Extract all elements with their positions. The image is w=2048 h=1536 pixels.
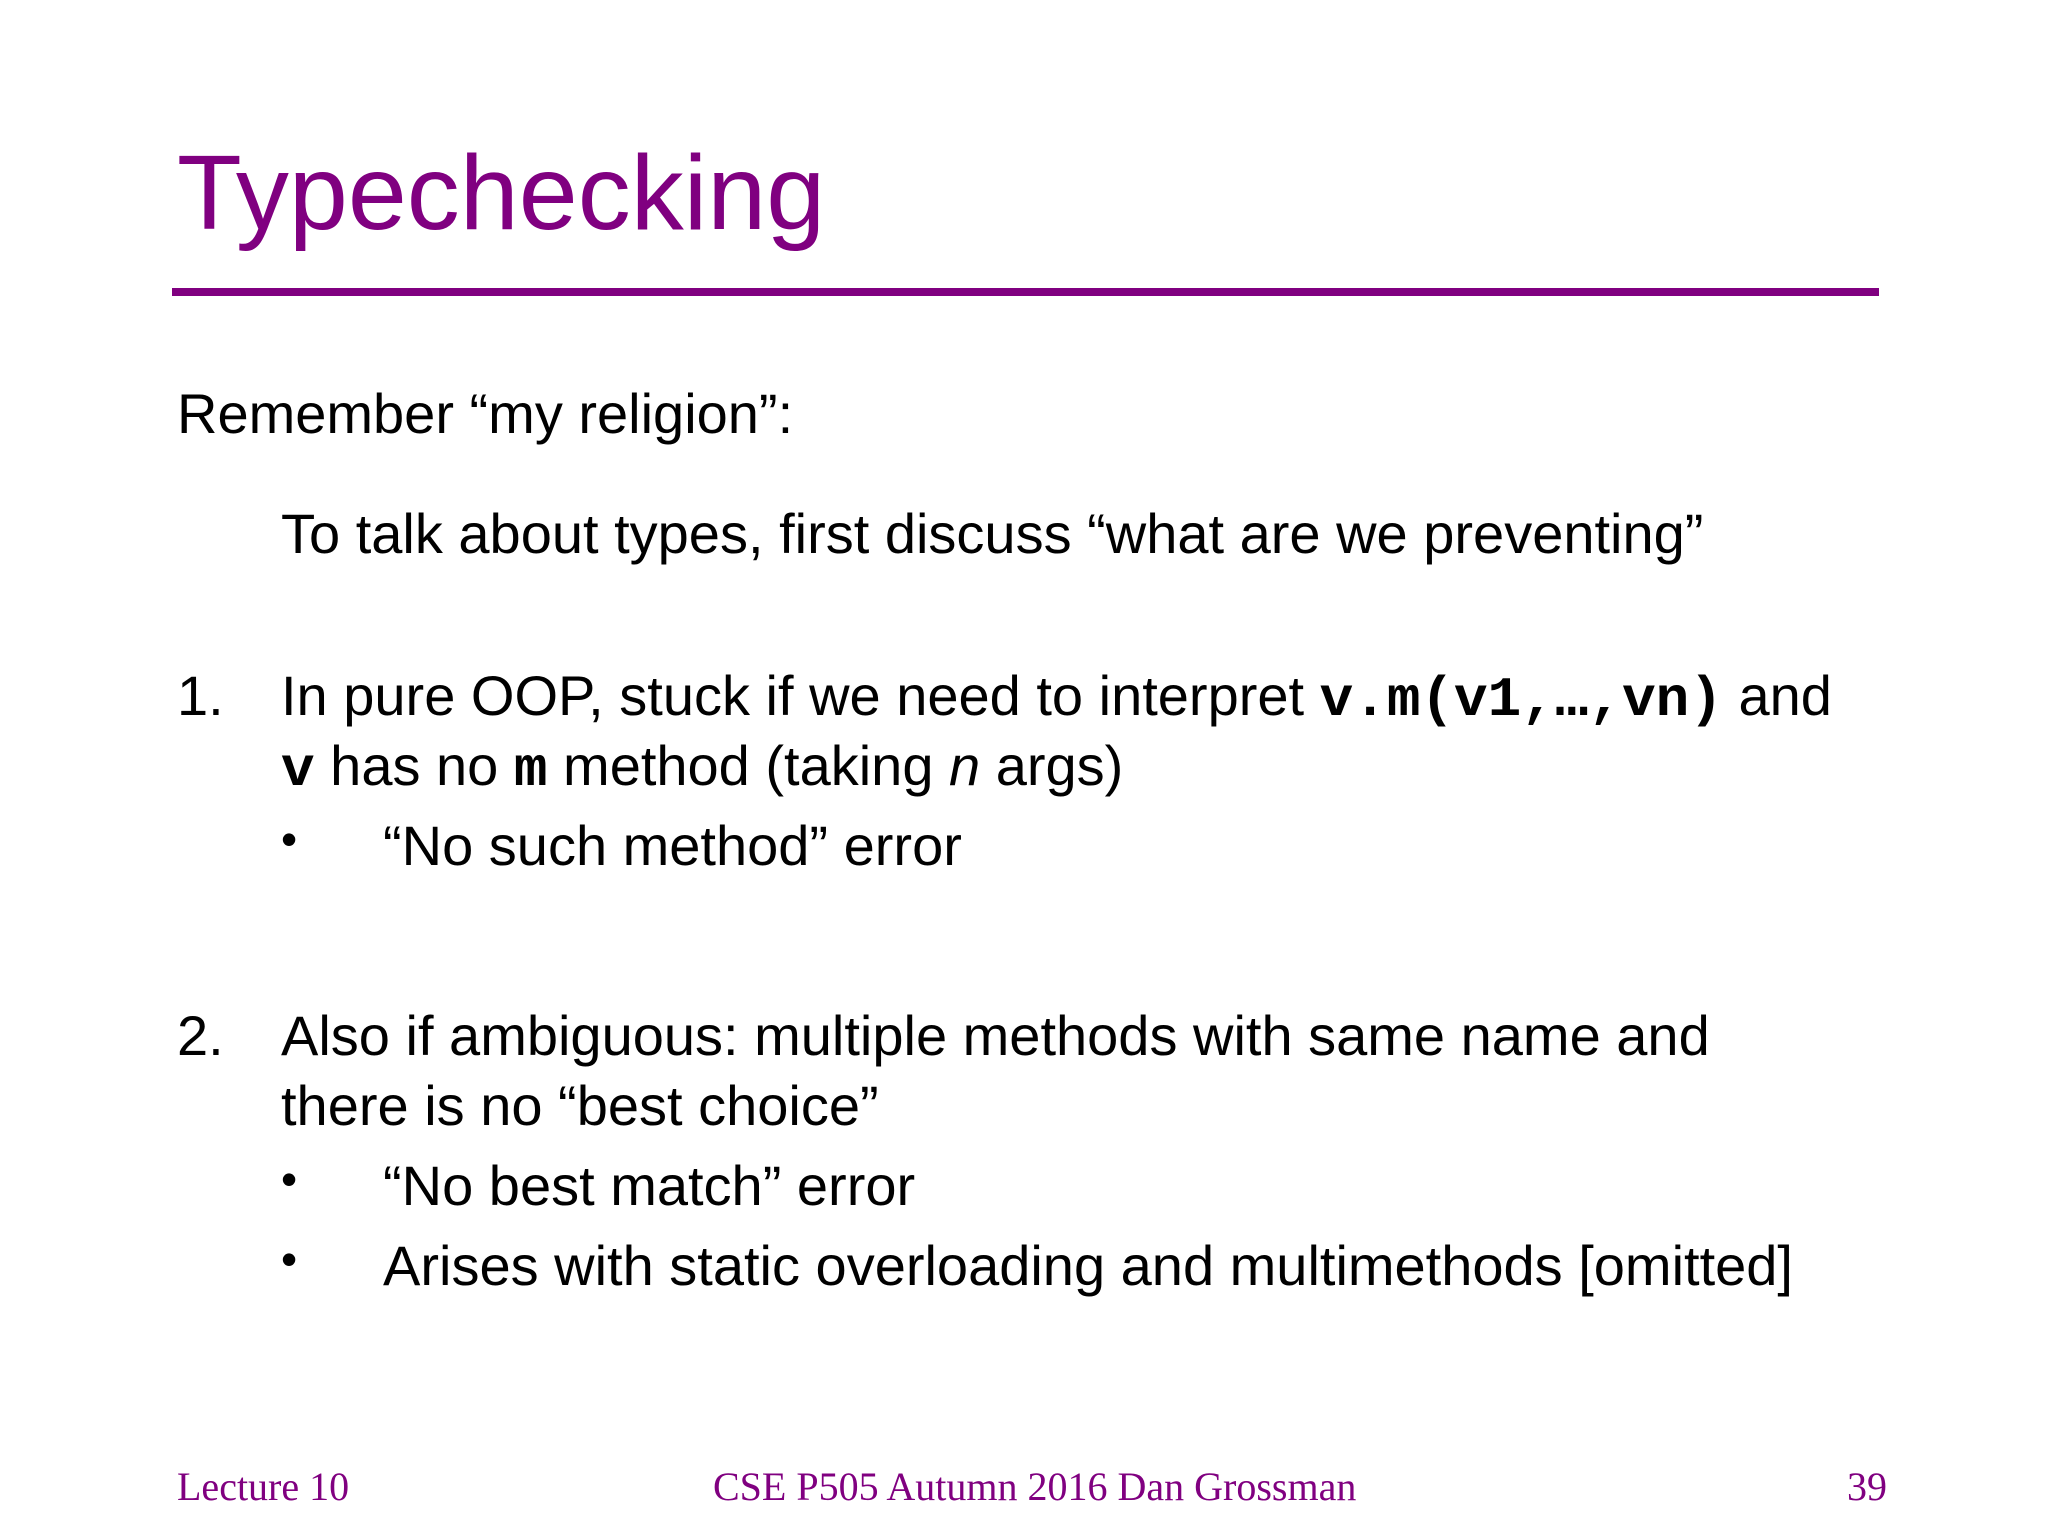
- item-1-text-c: args): [980, 734, 1124, 797]
- item-1-code-v: v: [281, 738, 315, 802]
- intro-subline: To talk about types, first discuss “what are we preventing”: [281, 502, 1704, 565]
- title-divider: [172, 288, 1879, 296]
- item-1-number: 1.: [177, 664, 224, 727]
- item-2-bullet-2: Arises with static overloading and multimethods [omitted]: [383, 1234, 1793, 1297]
- footer-course: CSE P505 Autumn 2016 Dan Grossman: [713, 1464, 1357, 1509]
- footer-lecture: Lecture 10: [177, 1464, 350, 1509]
- item-1-text-prefix: In pure OOP, stuck if we need to interpret: [281, 664, 1320, 727]
- bullet-icon: •: [281, 1233, 298, 1285]
- item-2-number: 2.: [177, 1004, 224, 1067]
- item-1-line-2: [281, 734, 1124, 802]
- item-1-code-m: m: [513, 738, 548, 802]
- bullet-icon: •: [281, 1153, 298, 1205]
- item-2-line-1: Also if ambiguous: multiple methods with same name and: [281, 1004, 1710, 1067]
- item-1-text-suffix: and: [1722, 664, 1832, 727]
- item-2-line-2: there is no “best choice”: [281, 1074, 879, 1137]
- footer-page-number: 39: [1847, 1464, 1887, 1509]
- item-1-code-call: v.m(v1,…,vn): [1319, 668, 1723, 732]
- slide-title: Typechecking: [177, 134, 826, 252]
- item-1-text-a: has no: [314, 734, 514, 797]
- bullet-icon: •: [281, 813, 298, 865]
- item-2-bullet-1: “No best match” error: [383, 1154, 916, 1217]
- item-1-italic-n: n: [949, 734, 981, 797]
- item-1-line-1: [281, 664, 1832, 732]
- intro-line: Remember “my religion”:: [177, 382, 794, 445]
- item-1-bullet-1: “No such method” error: [383, 814, 962, 877]
- item-1-text-b: method (taking: [547, 734, 950, 797]
